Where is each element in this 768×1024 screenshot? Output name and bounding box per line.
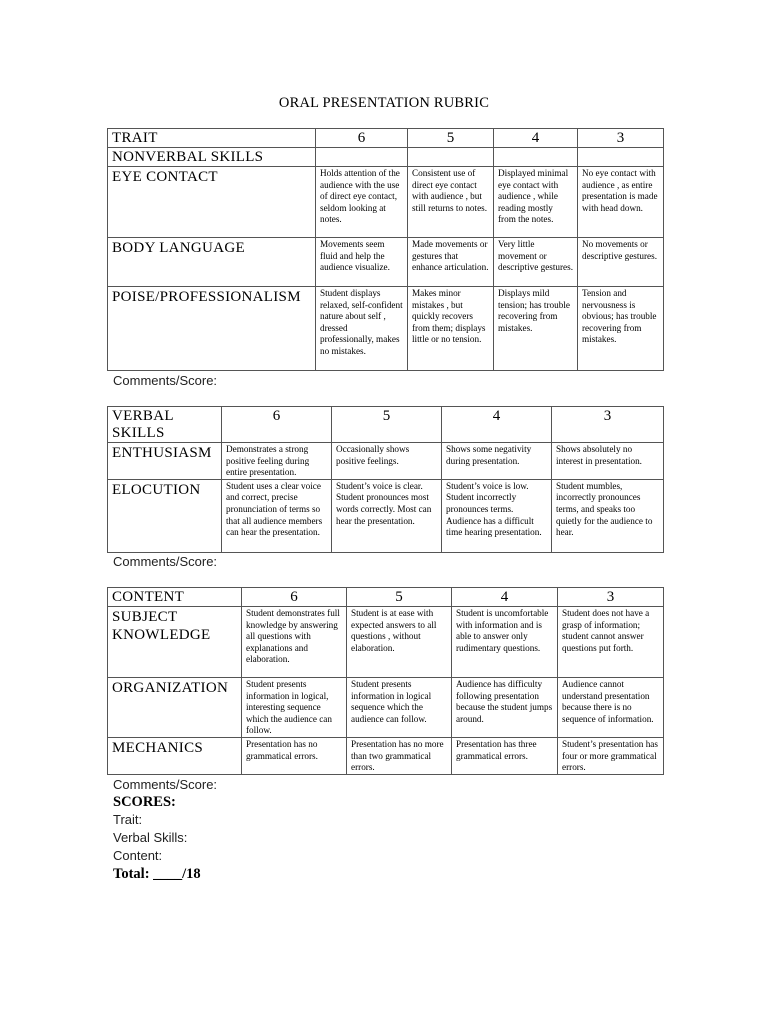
criteria-cell: Presentation has no grammatical errors.	[242, 738, 347, 775]
table-row	[108, 167, 664, 238]
header-score-4: 4	[452, 588, 558, 607]
criteria-cell: Presentation has no more than two grammatical errors.	[347, 738, 452, 775]
criteria-cell: Presentation has three grammatical errors.	[452, 738, 558, 775]
section-row	[108, 148, 664, 167]
trait-organization: ORGANIZATION	[108, 678, 242, 738]
criteria-cell: Demonstrates a strong positive feeling during entire presentation.	[222, 443, 332, 480]
criteria-cell: Tension and nervousness is obvious; has trouble recovering from mistakes.	[578, 287, 664, 371]
criteria-cell: Audience cannot understand presentation because there is no sequence of information.	[558, 678, 664, 738]
criteria-cell: Student presents information in logical, interesting sequence which the audience can follow.	[242, 678, 347, 738]
table-row	[108, 738, 664, 775]
header-score-5: 5	[347, 588, 452, 607]
header-score-5: 5	[332, 407, 442, 443]
criteria-cell: Displayed minimal eye contact with audience , while reading mostly from the notes.	[494, 167, 578, 238]
score-total: Total: ____/18	[113, 866, 201, 882]
score-trait-label: Trait:	[113, 812, 143, 827]
trait-enthusiasm: ENTHUSIASM	[108, 443, 222, 480]
comments-score-nonverbal: Comments/Score:	[113, 373, 218, 388]
trait-subject-knowledge: SUBJECT KNOWLEDGE	[108, 607, 242, 678]
header-score-6: 6	[222, 407, 332, 443]
criteria-cell: Made movements or gestures that enhance articulation.	[408, 238, 494, 287]
header-score-3: 3	[578, 129, 664, 148]
criteria-cell: Student’s voice is clear. Student pronounces most words correctly. Most can hear the presentation.	[332, 479, 442, 552]
header-score-4: 4	[494, 129, 578, 148]
page-title: ORAL PRESENTATION RUBRIC	[278, 95, 490, 111]
comments-score-content: Comments/Score:	[113, 777, 218, 792]
nonverbal-rubric-table	[107, 128, 664, 371]
trait-elocution: ELOCUTION	[108, 479, 222, 552]
table-header-row	[108, 129, 664, 148]
criteria-cell: Makes minor mistakes , but quickly recovers from them; displays little or no tension.	[408, 287, 494, 371]
trait-body-language: BODY LANGUAGE	[108, 238, 316, 287]
score-content-label: Content:	[113, 848, 163, 863]
criteria-cell: Occasionally shows positive feelings.	[332, 443, 442, 480]
criteria-cell: No eye contact with audience , as entire presentation is made with head down.	[578, 167, 664, 238]
header-score-3: 3	[558, 588, 664, 607]
scores-heading: SCORES:	[113, 794, 176, 810]
criteria-cell: Student’s presentation has four or more grammatical errors.	[558, 738, 664, 775]
header-content: CONTENT	[108, 588, 242, 607]
criteria-cell: Displays mild tension; has trouble recovering from mistakes.	[494, 287, 578, 371]
header-score-3: 3	[552, 407, 664, 443]
header-verbal-skills: VERBAL SKILLS	[108, 407, 222, 443]
criteria-cell: Student is at ease with expected answers to all questions , without elaboration.	[347, 607, 452, 678]
content-rubric-table	[107, 587, 664, 775]
trait-poise-professionalism: POISE/PROFESSIONALISM	[108, 287, 316, 371]
comments-score-verbal: Comments/Score:	[113, 554, 218, 569]
criteria-cell: Student’s voice is low. Student incorrectly pronounces terms. Audience has a difficult time hearing presentation.	[442, 479, 552, 552]
criteria-cell: Consistent use of direct eye contact with audience , but still returns to notes.	[408, 167, 494, 238]
criteria-cell: Student mumbles, incorrectly pronounces terms, and speaks too quietly for the audience to hear.	[552, 479, 664, 552]
criteria-cell: Holds attention of the audience with the use of direct eye contact, seldom looking at notes.	[316, 167, 408, 238]
criteria-cell: Student uses a clear voice and correct, precise pronunciation of terms so that all audience members can hear the presentation.	[222, 479, 332, 552]
table-row	[108, 287, 664, 371]
header-trait: TRAIT	[108, 129, 316, 148]
header-score-4: 4	[442, 407, 552, 443]
table-header-row	[108, 588, 664, 607]
table-header-row	[108, 407, 664, 443]
criteria-cell: Student demonstrates full knowledge by answering all questions with explanations and elaboration.	[242, 607, 347, 678]
header-score-6: 6	[316, 129, 408, 148]
criteria-cell: Movements seem fluid and help the audience visualize.	[316, 238, 408, 287]
table-row	[108, 607, 664, 678]
header-score-6: 6	[242, 588, 347, 607]
table-row	[108, 238, 664, 287]
score-verbal-label: Verbal Skills:	[113, 830, 188, 845]
criteria-cell: No movements or descriptive gestures.	[578, 238, 664, 287]
trait-eye-contact: EYE CONTACT	[108, 167, 316, 238]
table-row	[108, 678, 664, 738]
criteria-cell: Student presents information in logical sequence which the audience can follow.	[347, 678, 452, 738]
criteria-cell: Shows absolutely no interest in presentation.	[552, 443, 664, 480]
criteria-cell: Very little movement or descriptive gestures.	[494, 238, 578, 287]
section-label: NONVERBAL SKILLS	[108, 148, 316, 167]
criteria-cell: Shows some negativity during presentation.	[442, 443, 552, 480]
criteria-cell: Student displays relaxed, self-confident nature about self , dressed professionally, makes no mistakes.	[316, 287, 408, 371]
criteria-cell: Student does not have a grasp of information; student cannot answer questions put forth.	[558, 607, 664, 678]
criteria-cell: Student is uncomfortable with information and is able to answer only rudimentary questions.	[452, 607, 558, 678]
trait-mechanics: MECHANICS	[108, 738, 242, 775]
table-row	[108, 479, 664, 552]
criteria-cell: Audience has difficulty following presentation because the student jumps around.	[452, 678, 558, 738]
table-row	[108, 443, 664, 480]
verbal-rubric-table	[107, 406, 664, 553]
header-score-5: 5	[408, 129, 494, 148]
